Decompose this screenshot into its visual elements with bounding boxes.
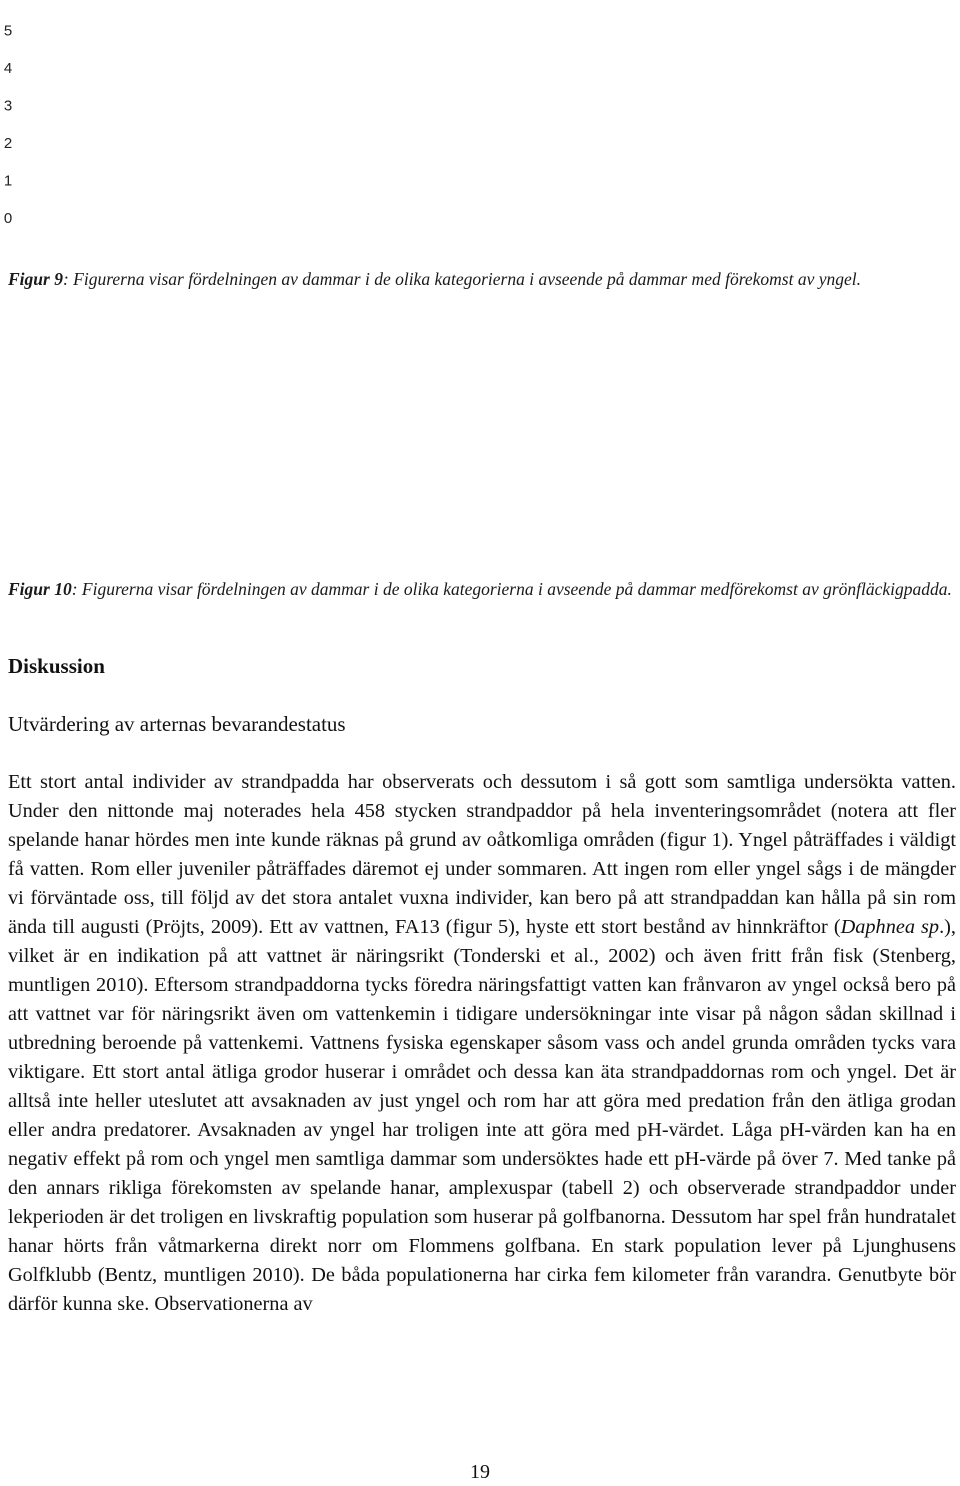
figure-9-svg	[0, 0, 960, 262]
figure-9-caption-text: : Figurerna visar fördelningen av dammar i de olika kategorierna i avseende på dammar med förekomst av yngel.	[62, 269, 861, 289]
body-text-species: Daphnea sp	[840, 916, 940, 938]
figure-10-caption-text: : Figurerna visar fördelningen av dammar i de olika kategorierna i avseende på dammar medförekomst av grönfläckigpadda.	[71, 579, 952, 599]
y-tick-label: 2	[3, 135, 13, 152]
y-tick-label: 0	[3, 210, 13, 227]
chart-shallow-areas-yngel	[4, 23, 12, 228]
figure-10-caption	[8, 578, 956, 601]
body-text-part-2: .), vilket är en indikation på att vattnet är näringsrikt (Tonderski et al., 2002) och även fritt från fisk (Stenberg, muntligen 2010). Eftersom strandpaddorna tycks föredra näringsfattigt vatten kan frånvaron av yngel också bero på att vattnet var för näringsrikt även om vattenkemin i tidigare undersökningar inte visar på någon sådan skillnad i utbredning beroende på vattenkemi. Vattnens fysiska egenskaper såsom vass och andel grunda områden tycks vara viktigare. Ett stort antal ätliga grodor huserar i området och dessa kan äta strandpaddornas rom och yngel. Det är alltså inte heller uteslutet att avsaknaden av just yngel och rom har att göra med predation från den ätliga grodan eller andra predatorer. Avsaknaden av yngel har troligen inte att göra med pH-värdet. Låga pH-värden kan ha en negativ effekt på rom och yngel men samtliga dammar som undersöktes hade ett pH-värde på över 7. Med tanke på den annars rikliga förekomsten av spelande hanar, amplexuspar (tabell 2) och observerade strandpaddor under lekperioden är det troligen en livskraftig population som huserar på golfbanorna. Dessutom har spel från hundratalet hanar hörts från våtmarkerna direkt norr om Flommens golfbana. En stark population lever på Ljunghusens Golfklubb (Bentz, muntligen 2010). De båda populationerna har cirka fem kilometer från varandra. Genutbyte bör därför kunna ske. Observationerna av	[8, 916, 956, 1315]
y-tick-label: 4	[3, 60, 13, 77]
figure-9-caption	[8, 268, 956, 291]
y-tick-label: 5	[3, 22, 13, 40]
figure-10-svg	[0, 338, 960, 582]
section-heading: Diskussion	[8, 654, 105, 678]
y-tick-label: 3	[3, 97, 13, 115]
figure-10-charts	[0, 338, 960, 582]
body-paragraph	[8, 768, 956, 1319]
section-subheading: Utvärdering av arternas bevarandestatus	[8, 712, 346, 736]
figure-9-charts	[0, 0, 960, 262]
figure-10-label: Figur 10	[8, 579, 72, 599]
body-text-part-1: Ett stort antal individer av strandpadda har observerats och dessutom i så gott som samtliga undersökta vatten. Under den nittonde maj noterades hela 458 stycken strandpaddor på hela inventeringsområdet (notera att fler spelande hanar hördes men inte kunde räknas på grund av oåtkomliga områden (figur 1). Yngel påträffades i väldigt få vatten. Rom eller juveniler påträffades däremot ej under sommaren. Att ingen rom eller yngel sågs i de mängder vi förväntade oss, till följd av det stora antalet vuxna individer, kan bero på att strandpaddan kan hålla på sin rom ända till augusti (Pröjts, 2009). Ett av vattnen, FA13 (figur 5), hyste ett stort bestånd av hinnkräftor (	[8, 771, 956, 938]
y-tick-label: 1	[3, 172, 13, 190]
page-number: 19	[470, 1461, 490, 1483]
figure-9-label: Figur 9	[8, 269, 63, 289]
